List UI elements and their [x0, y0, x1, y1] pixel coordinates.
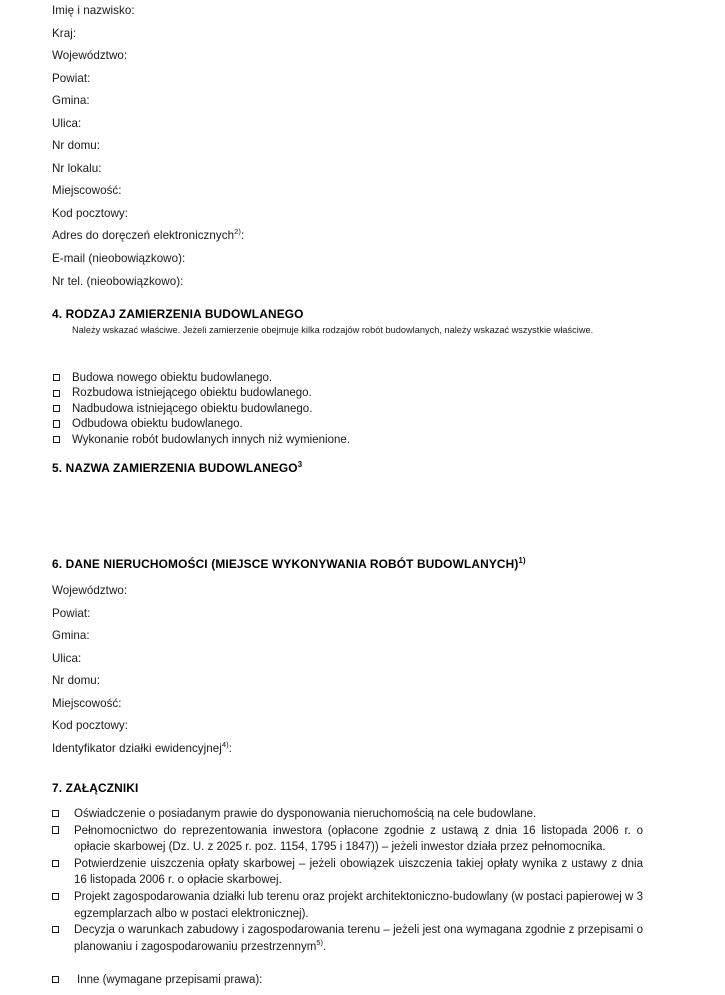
field-row: [52, 45, 472, 68]
field-label: Gmina:: [52, 94, 90, 108]
section-5-heading-text: 5. NAZWA ZAMIERZENIA BUDOWLANEGO: [52, 461, 298, 475]
field-label: Kraj:: [52, 26, 77, 40]
field-row: [52, 693, 472, 716]
attachment-label: Potwierdzenie uiszczenia opłaty skarbowej – jeżeli obowiązek uiszczenia takiej opłaty wynika z ustawy z dnia 16 listopada 2006 r. o opłacie skarbowej.: [74, 858, 643, 887]
footnote-marker: 1): [518, 556, 526, 566]
checkbox-icon[interactable]: [52, 860, 59, 867]
field-row: [52, 603, 472, 626]
field-label: Nr lokalu:: [52, 161, 102, 175]
field-label: Imię i nazwisko:: [52, 4, 135, 17]
checkbox-option-label: Budowa nowego obiektu budowlanego.: [72, 372, 273, 384]
field-label: Powiat:: [52, 71, 91, 85]
section-5-heading: [52, 461, 302, 475]
attachment-label-suffix: .: [323, 940, 327, 953]
section-6-heading-text: 6. DANE NIERUCHOMOŚCI (MIEJSCE WYKONYWANIA ROBÓT BUDOWLANYCH): [52, 557, 519, 571]
checkbox-option-row[interactable]: [53, 386, 553, 401]
checkbox-icon[interactable]: [52, 893, 59, 900]
checkbox-option-row[interactable]: [53, 371, 553, 386]
field-row: [52, 648, 472, 671]
field-row: [52, 625, 472, 648]
checkbox-option-label: Wykonanie robót budowlanych innych niż wymienione.: [72, 433, 350, 446]
field-row: [52, 580, 472, 603]
checkbox-option-row[interactable]: [53, 433, 553, 448]
field-label: Identyfikator działki ewidencyjnej: [52, 741, 222, 755]
field-label-suffix: :: [228, 741, 233, 755]
attachment-label: Decyzja o warunkach zabudowy i zagospodarowania terenu – jeżeli jest ona wymagana zgodnie z przepisami o planowaniu i zagospodarowaniu przestrzennym: [74, 924, 643, 953]
checkbox-option-label: Nadbudowa istniejącego obiektu budowlanego.: [72, 402, 313, 415]
section-4-heading: 4. RODZAJ ZAMIERZENIA BUDOWLANEGO: [52, 307, 304, 321]
field-row: [52, 225, 472, 248]
field-label: Kod pocztowy:: [52, 206, 129, 220]
field-row: [52, 738, 472, 761]
checkbox-icon[interactable]: [53, 420, 60, 427]
checkbox-icon[interactable]: [53, 390, 60, 397]
checkbox-option-row[interactable]: [53, 417, 553, 432]
attachment-label: Oświadczenie o posiadanym prawie do dysponowania nieruchomością na cele budowlane.: [74, 808, 537, 820]
field-label: Adres do doręczeń elektronicznych: [52, 229, 235, 243]
field-row: [52, 248, 472, 271]
attachment-row[interactable]: [52, 856, 643, 889]
field-label: E-mail (nieobowiązkowo):: [52, 252, 186, 266]
field-row: [52, 203, 472, 226]
field-row: [52, 158, 472, 181]
field-row: [52, 68, 472, 91]
section-7-attachment-list: [52, 806, 643, 956]
field-label: Gmina:: [52, 629, 90, 643]
field-row: [52, 715, 472, 738]
field-label: Nr domu:: [52, 139, 101, 153]
checkbox-icon[interactable]: [52, 810, 59, 817]
checkbox-icon[interactable]: [53, 405, 60, 412]
field-label: Powiat:: [52, 606, 91, 620]
section-7-heading: 7. ZAŁĄCZNIKI: [52, 781, 139, 795]
section-4-option-list: [53, 371, 553, 448]
applicant-address-field-list: [52, 0, 472, 293]
field-label: Miejscowość:: [52, 184, 122, 198]
field-row: [52, 0, 472, 23]
footnote-marker: 3: [297, 460, 303, 470]
field-label: Nr tel. (nieobowiązkowo):: [52, 274, 184, 288]
field-row: [52, 670, 472, 693]
checkbox-icon[interactable]: [52, 976, 59, 983]
field-label: Ulica:: [52, 651, 82, 665]
field-row: [52, 23, 472, 46]
field-label-suffix: :: [240, 229, 245, 243]
checkbox-icon[interactable]: [53, 436, 60, 443]
attachment-row-other[interactable]: [52, 972, 643, 988]
checkbox-option-label: Odbudowa obiektu budowlanego.: [72, 418, 243, 431]
checkbox-icon[interactable]: [52, 926, 59, 933]
footnote-marker: 5): [316, 937, 324, 947]
attachment-label: Inne (wymagane przepisami prawa):: [77, 974, 263, 986]
field-label: Ulica:: [52, 116, 82, 130]
section-4-instruction-note: Należy wskazać właściwe. Jeżeli zamierzenie obejmuje kilka rodzajów robót budowlanych, należy wskazać wszystkie właściwe.: [72, 325, 594, 335]
section-6-property-field-list: [52, 580, 472, 760]
section-6-heading: [52, 557, 526, 571]
checkbox-icon[interactable]: [53, 374, 60, 381]
field-row: [52, 90, 472, 113]
checkbox-option-row[interactable]: [53, 402, 553, 417]
attachment-row[interactable]: [52, 889, 643, 922]
field-row: [52, 113, 472, 136]
field-row: [52, 180, 472, 203]
section-7-other-attachment: [52, 972, 643, 989]
attachment-row[interactable]: [52, 922, 643, 955]
field-label: Województwo:: [52, 584, 128, 597]
field-label: Miejscowość:: [52, 696, 122, 710]
footnote-marker: 4): [221, 739, 229, 749]
field-label: Kod pocztowy:: [52, 719, 129, 733]
attachment-label: Projekt zagospodarowania działki lub terenu oraz projekt architektoniczno-budowlany (w postaci papierowej w 3 egzemplarzach albo w postaci elektronicznej).: [74, 891, 643, 920]
field-label: Nr domu:: [52, 674, 101, 688]
footnote-marker: 2): [234, 227, 241, 237]
checkbox-icon[interactable]: [52, 826, 59, 833]
field-row: [52, 135, 472, 158]
checkbox-option-label: Rozbudowa istniejącego obiektu budowlanego.: [72, 387, 312, 400]
attachment-label: Pełnomocnictwo do reprezentowania inwestora (opłacone zgodnie z ustawą z dnia 16 listopada 2006 r. o opłacie skarbowej (Dz. U. z 2025 r. poz. 1154, 1795 i 1847)) – jeżeli inwestor działa przez pełnomocnika.: [74, 824, 643, 854]
field-label: Województwo:: [52, 49, 128, 63]
attachment-row[interactable]: [52, 806, 643, 822]
attachment-row[interactable]: [52, 823, 643, 856]
attachment-label-wrap: [74, 922, 643, 955]
field-row: [52, 271, 472, 294]
